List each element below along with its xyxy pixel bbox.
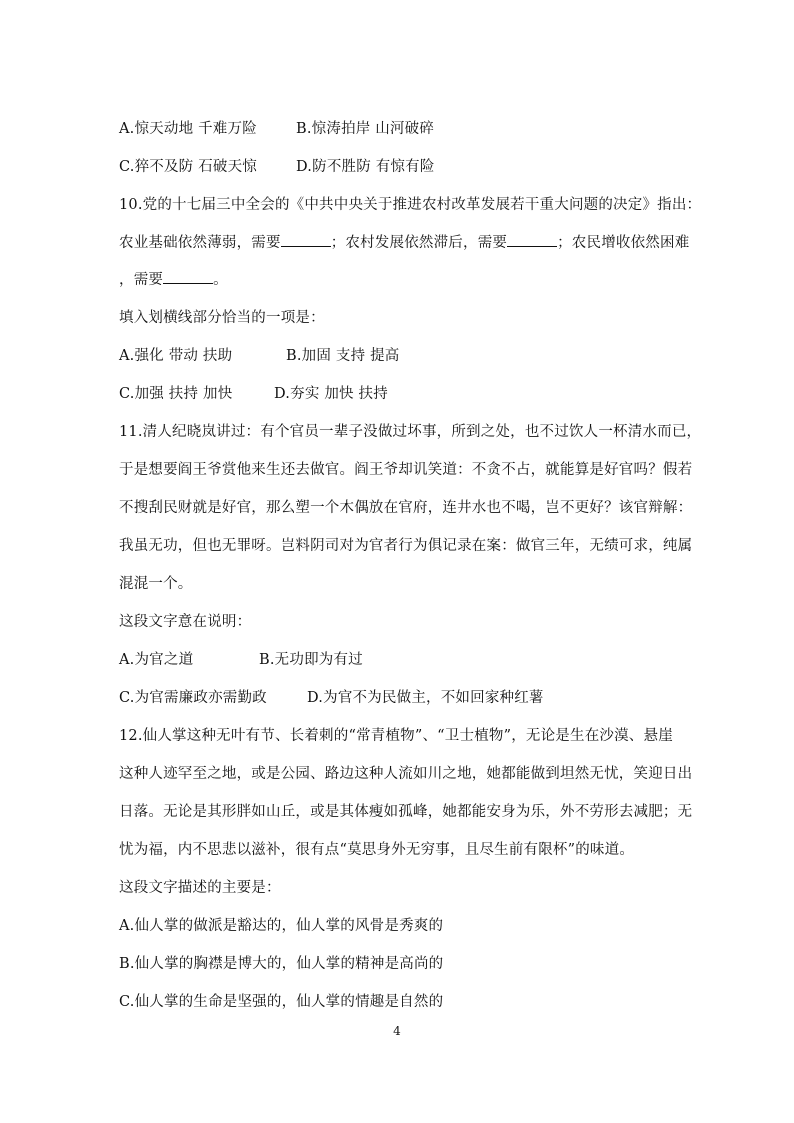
q10-text-segment: 农业基础依然薄弱，需要	[119, 235, 281, 251]
q10-blank-2	[507, 233, 557, 247]
q10-stem-line-2	[119, 231, 689, 252]
q12-stem-line: 忧为福，内不思悲以滋补，很有点“莫思身外无穷事，且尽生前有限杯”的味道。	[119, 842, 635, 858]
q12-option-a: A.仙人掌的做派是豁达的，仙人掌的风骨是秀爽的	[119, 918, 444, 934]
q10-text-segment: ，需要	[119, 272, 164, 288]
q11-option-d: D.为官不为民做主，不如回家种红薯	[307, 690, 544, 706]
q10-option-c: C.加强 扶持 加快	[119, 386, 233, 402]
q10-text-segment: 。	[213, 272, 228, 288]
q11-options-row-2	[119, 686, 544, 707]
q11-prompt: 这段文字意在说明：	[119, 614, 252, 630]
q9-option-d: D.防不胜防 有惊有险	[296, 159, 435, 175]
q10-stem-line-1: 10.党的十七届三中全会的《中共中央关于推进农村改革发展若干重大问题的决定》指出：	[119, 197, 702, 213]
q11-stem-line: 我虽无功，但也无罪呀。岂料阴司对为官者行为俱记录在案：做官三年，无绩可求，纯属	[119, 538, 693, 554]
q10-options-row-1	[119, 344, 399, 365]
page-number: 4	[393, 1024, 401, 1038]
q9-option-a: A.惊天动地 千难万险	[119, 121, 257, 137]
q9-option-c: C.猝不及防 石破天惊	[119, 159, 257, 175]
q10-blank-1	[281, 233, 331, 247]
q10-text-segment: ；农民增收依然困难	[557, 235, 690, 251]
q10-option-b: B.加固 支持 提高	[286, 348, 400, 364]
q12-option-c: C.仙人掌的生命是坚强的，仙人掌的情趣是自然的	[119, 994, 444, 1010]
q10-stem-line-3	[119, 268, 228, 289]
q10-option-a: A.强化 带动 扶助	[119, 348, 233, 364]
q11-stem-line: 于是想要阎王爷赏他来生还去做官。阎王爷却讥笑道：不贪不占，就能算是好官吗？假若	[119, 462, 693, 478]
q12-stem-line: 12.仙人掌这种无叶有节、长着刺的“常青植物”、“卫士植物”，无论是生在沙漠、悬崖	[119, 728, 673, 744]
q11-stem-line: 混混一个。	[119, 576, 193, 592]
q12-option-b: B.仙人掌的胸襟是博大的，仙人掌的精神是高尚的	[119, 956, 444, 972]
q11-stem-line: 不搜刮民财就是好官，那么塑一个木偶放在官府，连井水也不喝，岂不更好？该官辩解：	[119, 500, 693, 516]
q12-stem-line: 这种人迹罕至之地，或是公园、路边这种人流如川之地，她都能做到坦然无忧，笑迎日出	[119, 766, 693, 782]
q11-option-a: A.为官之道	[119, 652, 194, 668]
q10-text-segment: ；农村发展依然滞后，需要	[330, 235, 508, 251]
q11-option-b: B.无功即为有过	[259, 652, 363, 668]
q10-prompt: 填入划横线部分恰当的一项是：	[119, 310, 325, 326]
q11-stem-line: 11.清人纪晓岚讲过：有个官员一辈子没做过坏事，所到之处，也不过饮人一杯清水而已，	[119, 424, 702, 440]
q11-option-c: C.为官需廉政亦需勤政	[119, 690, 267, 706]
q10-option-d: D.夯实 加快 扶持	[274, 386, 388, 402]
q9-options-row-1	[119, 117, 434, 138]
q12-stem-line: 日落。无论是其形胖如山丘，或是其体瘦如孤峰，她都能安身为乐，外不劳形去减肥；无	[119, 804, 693, 820]
q12-prompt: 这段文字描述的主要是：	[119, 880, 281, 896]
q9-options-row-2	[119, 155, 435, 176]
q9-option-b: B.惊涛拍岸 山河破碎	[296, 121, 435, 137]
q10-options-row-2	[119, 382, 388, 403]
q11-options-row-1	[119, 648, 363, 669]
q10-blank-3	[163, 270, 213, 284]
